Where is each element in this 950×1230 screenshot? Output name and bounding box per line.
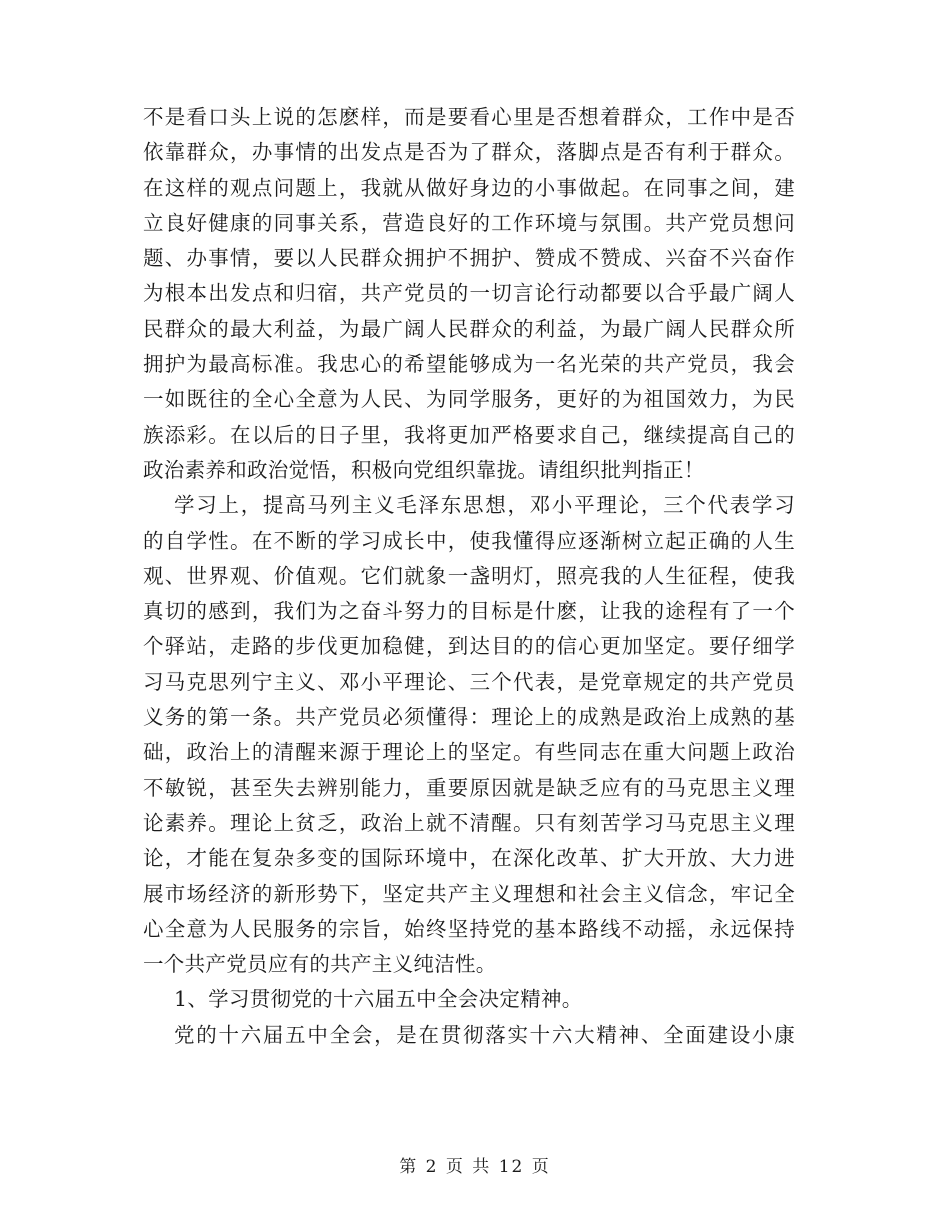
text-line: 心全意为人民服务的宗旨，始终坚持党的基本路线不动摇，永远保持 bbox=[143, 916, 795, 941]
paragraph bbox=[143, 100, 795, 488]
text-line: 族添彩。在以后的日子里，我将更加严格要求自己，继续提高自己的 bbox=[143, 422, 795, 447]
text-line: 不是看口头上说的怎麽样，而是要看心里是否想着群众，工作中是否 bbox=[143, 105, 795, 129]
text-line: 义务的第一条。共产党员必须懂得：理论上的成熟是政治上成熟的基 bbox=[143, 705, 795, 730]
text-line: 展市场经济的新形势下，坚定共产主义理想和社会主义信念，牢记全 bbox=[143, 881, 795, 906]
text-line: 政治素养和政治觉悟，积极向党组织靠拢。请组织批判指正！ bbox=[143, 457, 705, 482]
text-line: 真切的感到，我们为之奋斗努力的目标是什麽，让我的途程有了一个 bbox=[143, 599, 795, 624]
text-line: 拥护为最高标准。我忠心的希望能够成为一名光荣的共产党员，我会 bbox=[143, 352, 795, 377]
text-line: 一如既往的全心全意为人民、为同学服务，更好的为祖国效力，为民 bbox=[143, 387, 795, 412]
document-body bbox=[143, 100, 795, 1053]
text-line: 一个共产党员应有的共产主义纯洁性。 bbox=[143, 952, 497, 977]
page-footer: 第 2 页 共 12 页 bbox=[399, 1157, 551, 1177]
text-line: 观、世界观、价值观。它们就象一盏明灯，照亮我的人生征程，使我 bbox=[143, 563, 795, 588]
paragraph bbox=[143, 488, 795, 982]
text-line: 党的十六届五中全会，是在贯彻落实十六大精神、全面建设小康 bbox=[174, 1022, 795, 1047]
text-line: 论，才能在复杂多变的国际环境中，在深化改革、扩大开放、大力进 bbox=[143, 846, 795, 871]
text-line: 为根本出发点和归宿，共产党员的一切言论行动都要以合乎最广阔人 bbox=[143, 281, 795, 306]
paragraph bbox=[143, 1018, 795, 1053]
text-line: 个驿站，走路的步伐更加稳健，到达目的的信心更加坚定。要仔细学 bbox=[143, 634, 795, 659]
text-line: 立良好健康的同事关系，营造良好的工作环境与氛围。共产党员想问 bbox=[143, 210, 795, 235]
paragraph bbox=[143, 982, 795, 1017]
text-line: 础，政治上的清醒来源于理论上的坚定。有些同志在重大问题上政治 bbox=[143, 740, 795, 765]
text-line: 论素养。理论上贫乏，政治上就不清醒。只有刻苦学习马克思主义理 bbox=[143, 810, 795, 835]
text-line: 习马克思列宁主义、邓小平理论、三个代表，是党章规定的共产党员 bbox=[143, 669, 795, 694]
text-line: 依靠群众，办事情的出发点是否为了群众，落脚点是否有利于群众。 bbox=[143, 140, 795, 165]
text-line: 不敏锐，甚至失去辨别能力，重要原因就是缺乏应有的马克思主义理 bbox=[143, 775, 795, 800]
text-line: 在这样的观点问题上，我就从做好身边的小事做起。在同事之间，建 bbox=[143, 175, 795, 200]
text-line: 题、办事情，要以人民群众拥护不拥护、赞成不赞成、兴奋不兴奋作 bbox=[143, 246, 795, 271]
text-line: 学习上，提高马列主义毛泽东思想，邓小平理论，三个代表学习 bbox=[174, 493, 795, 518]
text-line: 的自学性。在不断的学习成长中，使我懂得应逐渐树立起正确的人生 bbox=[143, 528, 795, 553]
text-line: 民群众的最大利益，为最广阔人民群众的利益，为最广阔人民群众所 bbox=[143, 316, 795, 341]
text-line: 1、学习贯彻党的十六届五中全会决定精神。 bbox=[174, 987, 583, 1012]
